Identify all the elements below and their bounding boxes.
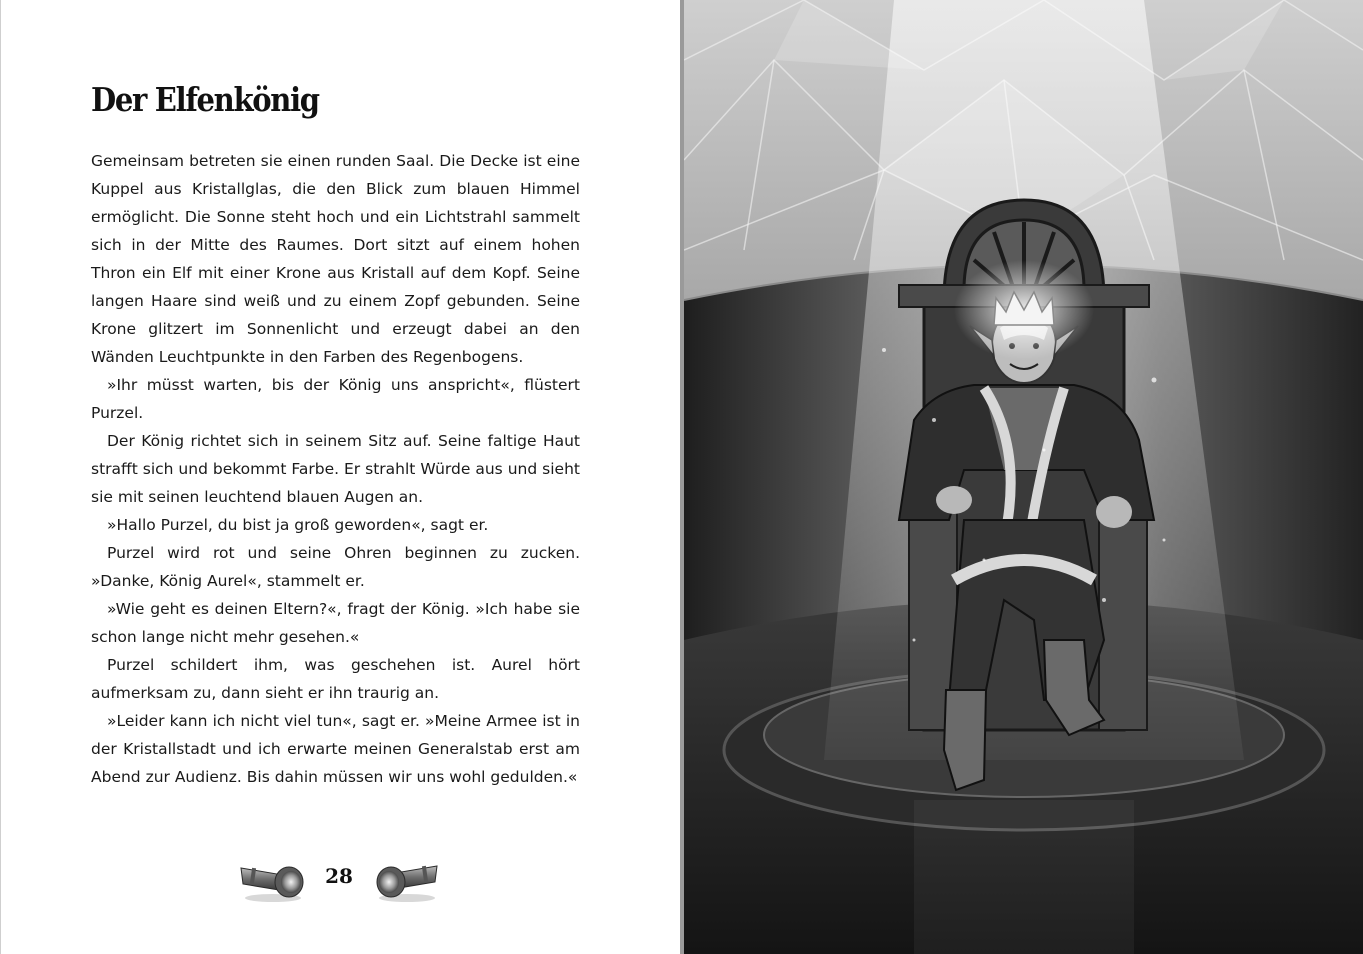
paragraph: »Leider kann ich nicht viel tun«, sagt er. »Meine Armee ist in der Kristallstadt und ich erwarte meinen Generalstab erst am Abend zur Audienz. Bis dahin müssen wir uns wohl gedulden.« [91, 712, 580, 786]
chapter-title: Der Elfenkönig [91, 80, 319, 119]
chapter-body [91, 147, 580, 791]
page-footer [231, 852, 447, 904]
paragraph: »Wie geht es deinen Eltern?«, fragt der König. »Ich habe sie schon lange nicht mehr gesehen.« [91, 600, 580, 646]
elf-king-illustration [684, 0, 1363, 954]
text-page [0, 0, 680, 954]
illustration-page [684, 0, 1363, 954]
flashlight-icon [235, 854, 305, 904]
paragraph: Purzel wird rot und seine Ohren beginnen zu zucken. »Danke, König Aurel«, stammelt er. [91, 544, 580, 590]
paragraph: Gemeinsam betreten sie einen runden Saal. Die Decke ist eine Kuppel aus Kristallglas, die den Blick zum blauen Himmel ermöglicht. Die Sonne steht hoch und ein Lichtstrahl sammelt sich in der Mitte des Raumes. Dort sitzt auf einem hohen Thron ein Elf mit einer Krone aus Kristall auf dem Kopf. Seine langen Haare sind weiß und zu einem Zopf gebunden. Seine Krone glitzert im Sonnenlicht und erzeugt dabei an den Wänden Leuchtpunkte in den Farben des Regenbogens. [91, 152, 580, 366]
page-number: 28 [325, 864, 353, 888]
paragraph: Der König richtet sich in seinem Sitz auf. Seine faltige Haut strafft sich und bekommt Farbe. Er strahlt Würde aus und sieht sie mit seinen leuchtend blauen Augen an. [91, 432, 580, 506]
paragraph: »Hallo Purzel, du bist ja groß geworden«, sagt er. [107, 516, 489, 534]
paragraph: »Ihr müsst warten, bis der König uns anspricht«, flüstert Purzel. [91, 376, 580, 422]
flashlight-icon [373, 854, 443, 904]
paragraph: Purzel schildert ihm, was geschehen ist. Aurel hört aufmerksam zu, dann sieht er ihn traurig an. [91, 656, 580, 702]
